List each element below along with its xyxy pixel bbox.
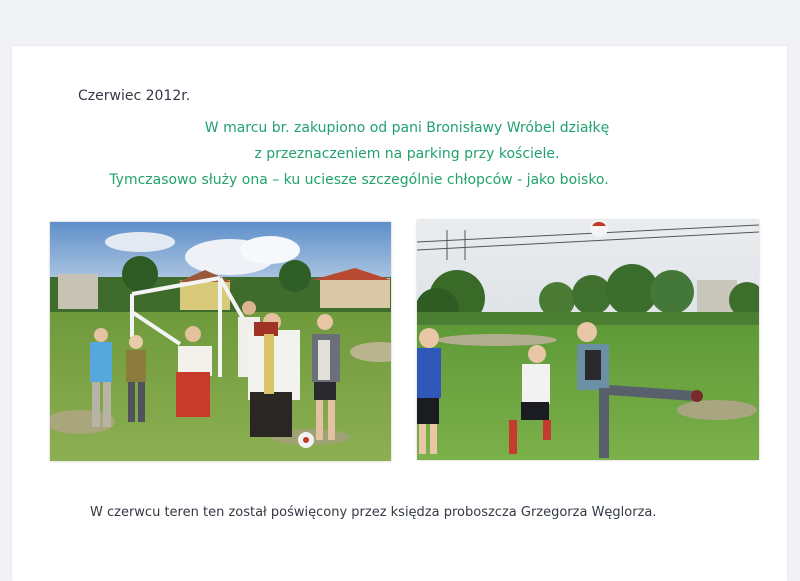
intro-line-1: W marcu br. zakupiono od pani Bronisławy Wróbel działkę	[204, 120, 610, 136]
intro-line-3: Tymczasowo służy ona – ku uciesze szczególnie chłopców - jako boisko.	[109, 172, 609, 188]
document-date: Czerwiec 2012r.	[78, 88, 191, 104]
football-photo-image	[417, 220, 759, 460]
blessing-photo-image	[50, 222, 391, 461]
intro-line-2: z przeznaczeniem na parking przy kościele.	[254, 146, 560, 162]
photo-caption: W czerwcu teren ten został poświęcony przez księdza proboszcza Grzegorza Węglorza.	[90, 505, 657, 520]
football-photo	[417, 220, 759, 460]
blessing-photo	[50, 222, 391, 461]
